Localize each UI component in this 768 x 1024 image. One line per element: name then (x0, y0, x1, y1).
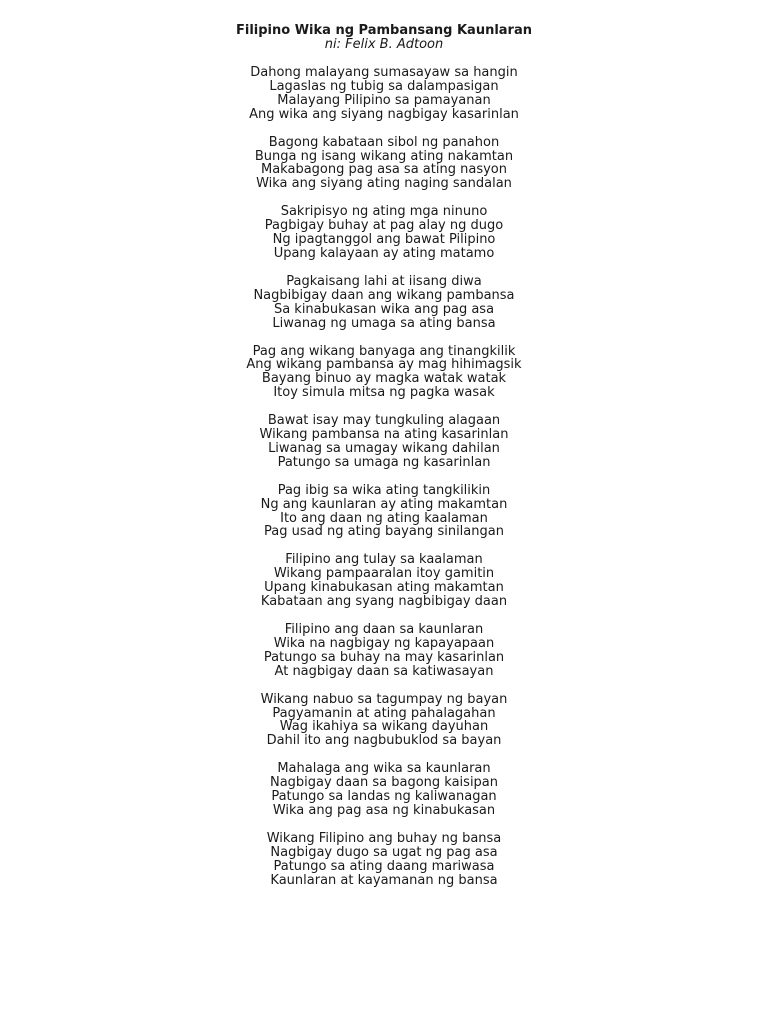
poem-line: Kabataan ang syang nagbibigay daan (260, 594, 508, 610)
poem-line: Ito ang daan ng ating kaalaman (280, 510, 488, 526)
poem-author: ni: Felix B. Adtoon (324, 37, 444, 52)
poem-line: Patungo sa umaga ng kasarinlan (277, 454, 491, 470)
poem-line: Liwanag sa umagay wikang dahilan (268, 440, 500, 456)
poem-line: Nagbigay dugo sa ugat ng pag asa (270, 844, 498, 860)
poem-line: Nagbigay daan sa bagong kaisipan (269, 775, 499, 791)
poem-line: Lagaslas ng tubig sa dalampasigan (269, 78, 499, 94)
poem-title: Filipino Wika ng Pambansang Kaunlaran (236, 23, 532, 38)
poem-line: Wikang nabuo sa tagumpay ng bayan (260, 691, 508, 707)
poem-line: Wika ang pag asa ng kinabukasan (272, 802, 496, 818)
poem-line: Wag ikahiya sa wikang dayuhan (279, 719, 489, 735)
poem-line: Filipino ang tulay sa kaalaman (285, 552, 483, 568)
stanza (0, 553, 768, 609)
poem-line: Mahalaga ang wika sa kaunlaran (277, 761, 491, 777)
stanza (0, 414, 768, 470)
poem-line: Patungo sa landas ng kaliwanagan (271, 789, 497, 805)
poem-line: Wika ang siyang ating naging sandalan (256, 176, 512, 192)
document-page (0, 24, 768, 902)
poem-line: Pag ang wikang banyaga ang tinangkilik (252, 343, 516, 359)
poem-line: Bayang binuo ay magka watak watak (261, 371, 507, 387)
stanza (0, 66, 768, 122)
poem-line: Bunga ng isang wikang ating nakamtan (254, 148, 514, 164)
stanza (0, 693, 768, 749)
poem-line: At nagbigay daan sa katiwasayan (274, 663, 494, 679)
poem-line: Pag usad ng ating bayang sinilangan (264, 524, 504, 540)
poem-line: Wika na nagbigay ng kapayapaan (273, 635, 495, 651)
stanza (0, 762, 768, 818)
poem-line: Wikang pambansa na ating kasarinlan (259, 427, 509, 443)
poem-line: Dahil ito ang nagbubuklod sa bayan (266, 733, 502, 749)
poem-line: Pagkaisang lahi at iisang diwa (286, 273, 482, 289)
poem-line: Dahong malayang sumasayaw sa hangin (250, 65, 518, 80)
poem-line: Pag ibig sa wika ating tangkilikin (277, 482, 491, 498)
poem-line: Upang kinabukasan ating makamtan (264, 580, 504, 596)
stanza (0, 205, 768, 261)
poem-line: Ng ipagtanggol ang bawat Pilipino (272, 232, 496, 248)
stanza (0, 832, 768, 888)
stanza (0, 484, 768, 540)
poem-line: Nagbibigay daan ang wikang pambansa (253, 287, 515, 303)
stanza (0, 275, 768, 331)
stanza (0, 136, 768, 192)
poem-line: Bagong kabataan sibol ng panahon (268, 134, 500, 150)
poem-line: Filipino ang daan sa kaunlaran (284, 622, 484, 637)
poem-line: Patungo sa ating daang mariwasa (273, 858, 495, 874)
poem-line: Wikang pampaaralan itoy gamitin (273, 566, 495, 582)
poem-line: Ang wikang pambansa ay mag hihimagsik (246, 357, 522, 373)
poem-line: Malayang Pilipino sa pamayanan (277, 92, 491, 108)
poem-line: Itoy simula mitsa ng pagka wasak (273, 385, 495, 401)
poem-line: Liwanag ng umaga sa ating bansa (272, 315, 496, 331)
poem-line: Sa kinabukasan wika ang pag asa (273, 301, 495, 317)
poem-line: Sakripisyo ng ating mga ninuno (280, 204, 488, 220)
poem-line: Wikang Filipino ang buhay ng bansa (266, 830, 502, 846)
stanza (0, 623, 768, 679)
poem-line: Pagyamanin at ating pahalagahan (272, 705, 496, 721)
poem-line: Pagbigay buhay at pag alay ng dugo (264, 218, 504, 234)
poem-line: Upang kalayaan ay ating matamo (273, 245, 495, 261)
poem-line: Patungo sa buhay na may kasarinlan (263, 649, 505, 665)
poem-line: Ng ang kaunlaran ay ating makamtan (260, 496, 508, 512)
poem-body (0, 66, 768, 888)
poem-line: Bawat isay may tungkuling alagaan (267, 413, 501, 429)
stanza (0, 345, 768, 401)
poem-line: Makabagong pag asa sa ating nasyon (261, 162, 507, 178)
poem-line: Kaunlaran at kayamanan ng bansa (270, 872, 498, 888)
poem-line: Ang wika ang siyang nagbigay kasarinlan (249, 106, 519, 122)
